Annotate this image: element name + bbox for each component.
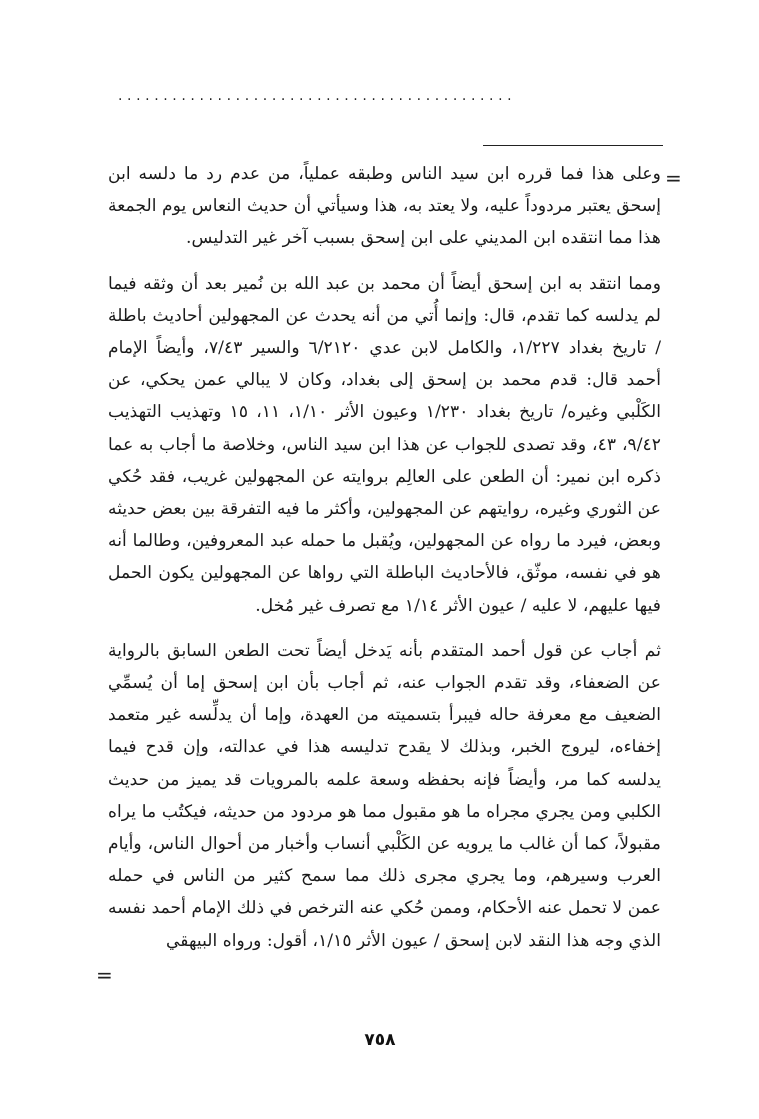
paragraph-2: ومما انتقد به ابن إسحق أيضاً أن محمد بن عبد الله بن نُمير بعد أن وثقه فيما لم يدلسه كما تقدم، قال: وإنما أُتي من أنه يحدث عن المجهولين أحاديث باطلة / تاريخ بغداد ١/٢٢٧، والكامل لابن عدي ٦/٢١٢٠ والسير ٧/٤٣، وأيضاً الإمام أحمد قال: قدم محمد بن إسحق إلى بغداد، وكان لا يبالي عمن يحكي، عن الكَلْبي وغيره/ تاريخ بغداد ١/٢٣٠ وعيون الأثر ١/١٠، ١١، ١٥ وتهذيب التهذيب ٩/٤٢، ٤٣، وقد تصدى للجواب عن هذا ابن سيد الناس، وخلاصة ما أجاب به عما ذكره ابن نمير: أن الطعن على العالِم بروايته عن المجهولين غريب، فقد حُكي عن الثوري وغيره، روايتهم عن المجهولين، وأكثر ما فيه التفرقة بين بعض حديثه وبعض، فيرد ما رواه عن المجهولين، ويُقبل ما حمله عبد المعروفين، وطالما أنه هو في نفسه، موثّق، فالأحاديث الباطلة التي رواها عن المجهولين يكون الحمل فيها عليهم، لا عليه / عيون الأثر ١/١٤ مع تصرف غير مُخل. bbox=[108, 273, 662, 616]
footnote-rule bbox=[483, 145, 663, 146]
dotted-separator: ............................................ bbox=[118, 88, 517, 104]
footnote-body bbox=[108, 158, 661, 957]
paragraph-3: ثم أجاب عن قول أحمد المتقدم بأنه يَدخل أيضاً تحت الطعن السابق بالرواية عن الضعفاء، وقد تقدم الجواب عنه، ثم أجاب بأن ابن إسحق إما أن يُسمِّي الضعيف مع معرفة حاله فيبرأ بتسميته من العهدة، وإما أن يدلِّسه غير متعمد إخفاءه، ليروج الخبر، وبذلك لا يقدح تدليسه هذا في عدالته، وإن قدح فيما يدلسه كما مر، وأيضاً فإنه بحفظه وسعة علمه بالمرويات قد يميز من حديث الكلبي ومن يجري مجراه ما هو مقبول مما هو مردود من حديثه، فيكتُب ما يراه مقبولاً، كما أن غالب ما يرويه عن الكَلْبي أنساب وأخبار من أحوال الناس، وأيام العرب وسيرهم، وما يجري مجرى ذلك مما سمح كثير من الناس في حمله عمن لا تحمل عنه الأحكام، وممن حُكي عنه الترخص في ذلك الإمام أحمد نفسه الذي وجه هذا النقد لابن إسحق / عيون الأثر ١/١٥، أقول: ورواه البيهقي bbox=[108, 640, 661, 951]
continuation-marker-bottom: = bbox=[96, 963, 113, 987]
continuation-marker-top: = bbox=[665, 166, 682, 190]
page-number: ٧٥٨ bbox=[364, 1030, 396, 1050]
paragraph-1: وعلى هذا فما قرره ابن سيد الناس وطبقه عملياً، من عدم رد ما دلسه ابن إسحق يعتبر مردوداً عليه، ولا يعتد به، هذا وسيأتي أن حديث النعاس يوم الجمعة هذا مما انتقده ابن المديني على ابن إسحق بسبب آخر غير التدليس. bbox=[108, 164, 661, 249]
